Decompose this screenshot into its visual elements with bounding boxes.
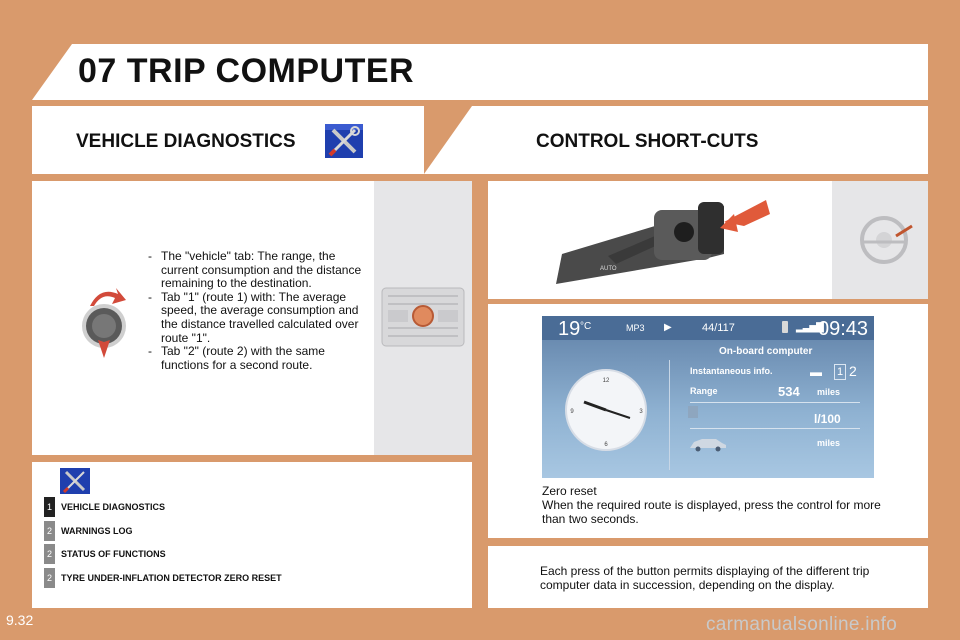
range-label: Range bbox=[690, 386, 718, 396]
diagnostics-tools-icon bbox=[60, 468, 90, 494]
vehicle-tab-descriptions bbox=[147, 250, 365, 372]
vehicle-diagnostics-heading: VEHICLE DIAGNOSTICS bbox=[76, 131, 296, 152]
watermark: carmanualsonline.info bbox=[706, 614, 898, 635]
svg-text:3: 3 bbox=[639, 409, 643, 415]
route-tab-2: 2 bbox=[849, 363, 857, 379]
menu-level-badge: 2 bbox=[44, 544, 55, 564]
menu-item-label: VEHICLE DIAGNOSTICS bbox=[61, 502, 166, 512]
consumption-unit: l/100 bbox=[814, 412, 841, 426]
svg-text:12: 12 bbox=[602, 378, 610, 384]
signal-icon: ▂▃▅▇ bbox=[796, 322, 823, 333]
diagnostics-tools-icon bbox=[325, 124, 363, 158]
menu-item-status-of-functions bbox=[44, 544, 166, 564]
trip-computer-screen bbox=[542, 316, 874, 478]
menu-level-badge: 2 bbox=[44, 521, 55, 541]
svg-text:6: 6 bbox=[604, 442, 608, 448]
menu-item-label: STATUS OF FUNCTIONS bbox=[61, 549, 166, 559]
page-title: 07 TRIP COMPUTER bbox=[78, 52, 415, 90]
route-tab-1: 1 bbox=[834, 364, 846, 380]
menu-item-vehicle-diagnostics bbox=[44, 497, 165, 517]
bullet-item: - Tab "1" (route 1) with: The average speed, the average consumption and the distance travelled calculated over route "1". bbox=[147, 291, 365, 345]
menu-level-badge: 1 bbox=[44, 497, 55, 517]
steering-wheel-icon bbox=[856, 212, 916, 268]
instantaneous-info-label: Instantaneous info. bbox=[690, 366, 773, 376]
bullet-item: - Tab "2" (route 2) with the same functions for a second route. bbox=[147, 345, 365, 372]
temperature-value: 19 bbox=[558, 318, 581, 340]
bullet-item: - The "vehicle" tab: The range, the current consumption and the distance remaining to the destination. bbox=[147, 250, 365, 291]
analog-clock-icon bbox=[564, 368, 648, 452]
play-icon: ▶ bbox=[664, 322, 672, 333]
fuel-pump-icon bbox=[688, 406, 698, 418]
menu-title: On-board computer bbox=[719, 346, 813, 357]
control-shortcuts-heading: CONTROL SHORT-CUTS bbox=[536, 131, 759, 152]
menu-item-warnings-log bbox=[44, 521, 133, 541]
menu-item-label: TYRE UNDER-INFLATION DETECTOR ZERO RESET bbox=[61, 573, 282, 583]
menu-item-label: WARNINGS LOG bbox=[61, 526, 133, 536]
audio-source: MP3 bbox=[626, 323, 645, 333]
radio-panel-icon bbox=[378, 284, 468, 350]
car-icon: ▬ bbox=[810, 365, 822, 379]
rotary-knob-icon bbox=[70, 280, 140, 370]
zero-reset-description: When the required route is displayed, press the control for more than two seconds. bbox=[542, 498, 881, 526]
zero-reset-title: Zero reset bbox=[542, 484, 597, 498]
stalk-auto-label: AUTO bbox=[600, 266, 617, 272]
track-counter: 44/117 bbox=[702, 322, 735, 334]
menu-level-badge: 2 bbox=[44, 568, 55, 588]
zero-reset-text bbox=[542, 484, 882, 526]
range-unit: miles bbox=[817, 387, 841, 397]
distance-unit: miles bbox=[817, 438, 841, 448]
wiper-stalk-illustration bbox=[548, 192, 778, 292]
press-description: Each press of the button permits displaying of the different trip computer data in succession, depending on the display. bbox=[540, 564, 870, 592]
menu-item-tyre-detector-reset bbox=[44, 568, 282, 588]
page-number: 9.32 bbox=[6, 612, 34, 628]
temperature-unit: °C bbox=[580, 321, 592, 332]
car-silhouette-icon bbox=[688, 436, 728, 452]
range-value: 534 bbox=[778, 384, 800, 399]
clock-time: 09:43 bbox=[818, 318, 869, 340]
svg-text:9: 9 bbox=[570, 409, 574, 415]
phone-icon bbox=[782, 321, 788, 333]
